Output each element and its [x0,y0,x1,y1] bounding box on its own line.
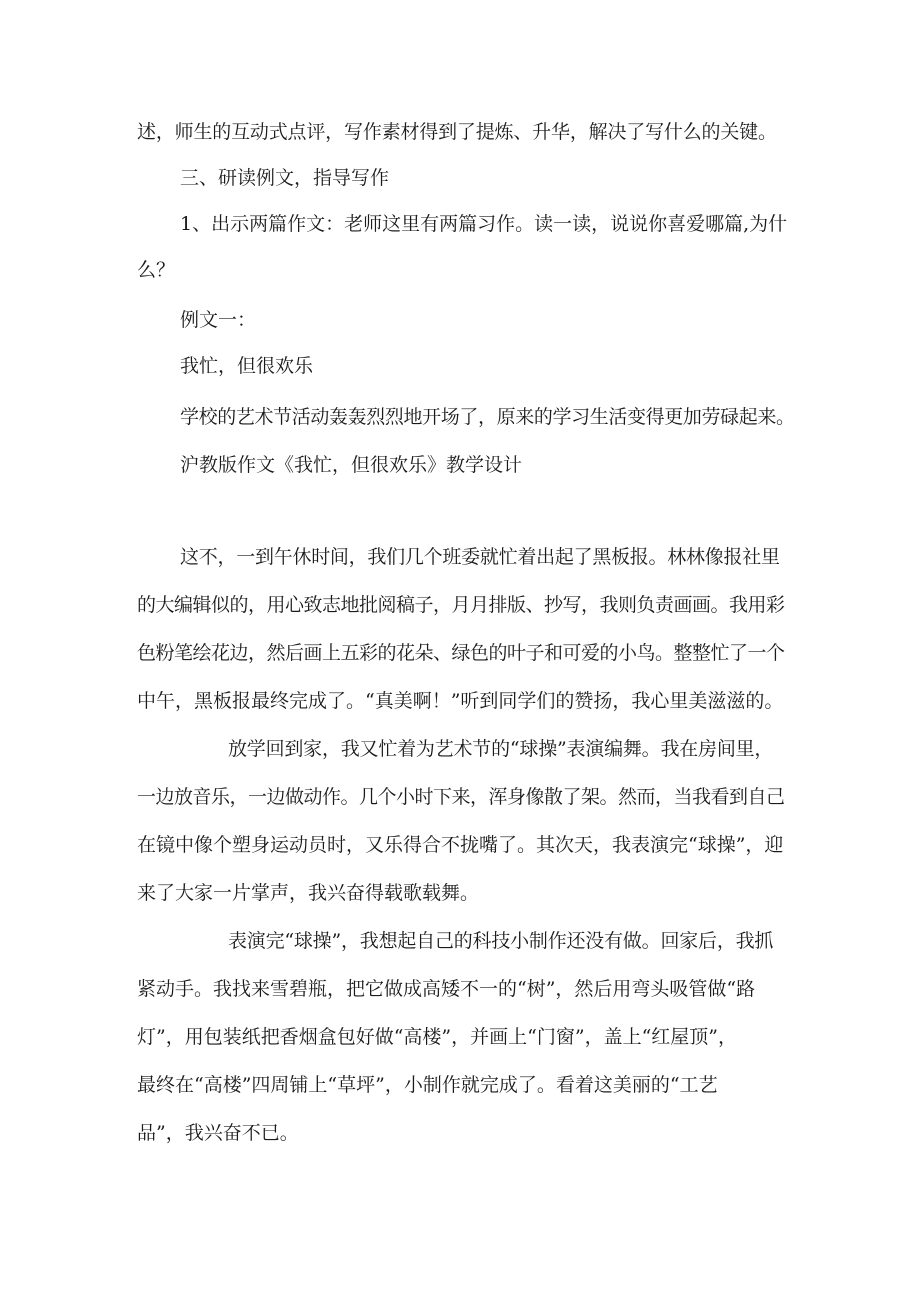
text-line: 色粉笔绘花边，然后画上五彩的花朵、绿色的叶子和可爱的小鸟。整整忙了一个 [137,642,785,664]
text-line: 的大编辑似的，用心致志地批阅稿子，月月排版、抄写，我则负责画画。我用彩 [137,594,785,616]
text-line: 紧动手。我找来雪碧瓶，把它做成高矮不一的“树”，然后用弯头吸管做“路 [137,978,756,1000]
text-line: 么？ [137,259,176,281]
text-line: 来了大家一片掌声，我兴奋得载歌载舞。 [137,882,480,904]
text-line: 这不，一到午休时间，我们几个班委就忙着出起了黑板报。林林像报社里 [180,546,780,568]
example-title: 我忙，但很欢乐 [180,355,314,377]
text-line: 表演完“球操”，我想起自己的科技小制作还没有做。回家后，我抓 [228,930,774,952]
text-line: 中午，黑板报最终完成了。“真美啊！”听到同学们的赞扬，我心里美滋滋的。 [137,690,784,712]
section-heading: 三、研读例文，指导写作 [180,167,390,189]
text-line: 一边放音乐，一边做动作。几个小时下来，浑身像散了架。然而，当我看到自己 [137,786,785,808]
text-line: 最终在“高楼”四周铺上“草坪”，小制作就完成了。看着这美丽的“工艺 [137,1074,718,1096]
text-line: 1、出示两篇作文：老师这里有两篇习作。读一读，说说你喜爱哪篇,为什 [180,213,788,235]
example-label: 例文一： [180,309,257,331]
text-line: 学校的艺术节活动轰轰烈烈地开场了，原来的学习生活变得更加劳碌起来。 [180,406,795,428]
text-line: 品”，我兴奋不已。 [137,1122,299,1144]
text-line: 放学回到家，我又忙着为艺术节的“球操”表演编舞。我在房间里， [228,738,774,760]
text-line: 在镜中像个塑身运动员时，又乐得合不拢嘴了。其次天，我表演完“球操”，迎 [137,834,784,856]
text-line: 述，师生的互动式点评，写作素材得到了提炼、升华，解决了写什么的关键。 [137,121,777,143]
document-title: 沪教版作文《我忙，但很欢乐》教学设计 [180,454,523,476]
text-line: 灯”，用包装纸把香烟盒包好做“高楼”，并画上“门窗”，盖上“红屋顶”， [137,1026,737,1048]
